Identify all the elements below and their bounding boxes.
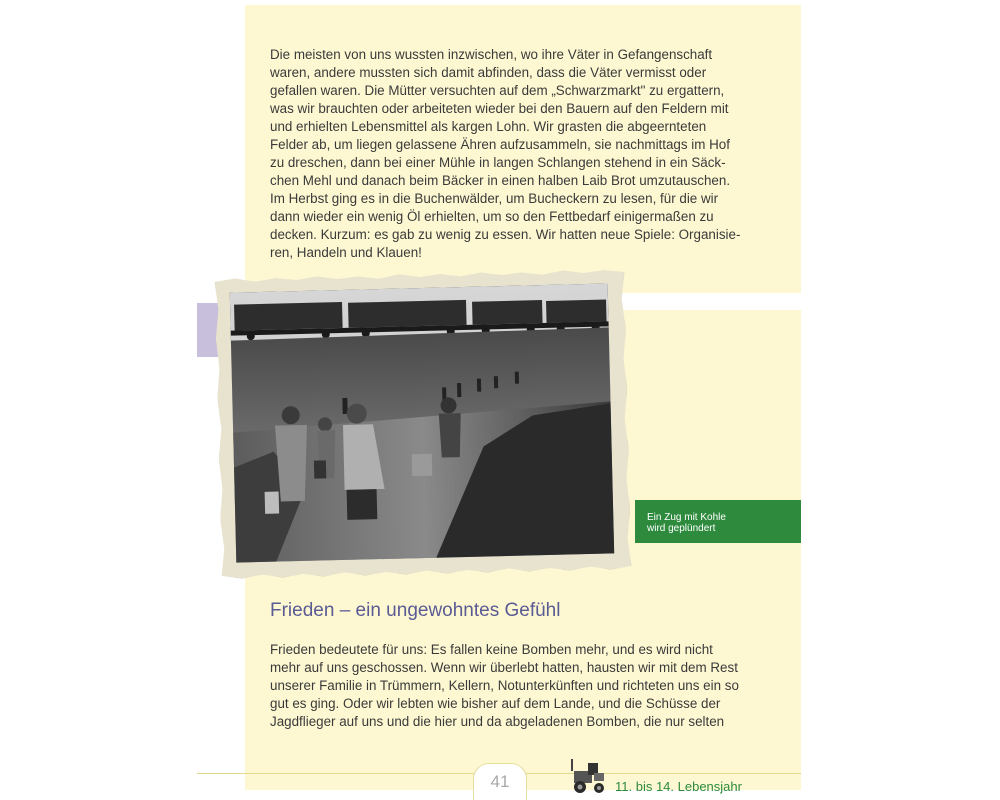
intro-paragraph bbox=[270, 46, 760, 262]
photo-frame bbox=[214, 269, 631, 579]
caption-line: wird geplündert bbox=[647, 523, 716, 534]
text-line: mehr auf uns geschossen. Wenn wir überlebt hatten, hausten wir mit dem Rest bbox=[270, 660, 738, 675]
page-number: 41 bbox=[490, 772, 510, 791]
caption-line: Ein Zug mit Kohle bbox=[647, 512, 726, 523]
train-photo bbox=[230, 283, 614, 562]
page-number-tab bbox=[473, 763, 527, 800]
text-line: chen Mehl und danach beim Bäcker in einen halben Laib Brot umzutauschen. bbox=[270, 173, 731, 188]
tractor-icon bbox=[568, 757, 608, 795]
section-heading: Frieden – ein ungewohntes Gefühl bbox=[270, 600, 561, 621]
text-line: unserer Familie in Trümmern, Kellern, Notunterkünften und richteten uns ein so bbox=[270, 678, 739, 693]
text-line: decken. Kurzum: es gab zu wenig zu essen. Wir hatten neue Spiele: Organisie- bbox=[270, 227, 741, 242]
caption-text bbox=[647, 512, 726, 534]
text-line: Frieden bedeutete für uns: Es fallen keine Bomben mehr, und es wird nicht bbox=[270, 642, 713, 657]
text-line: ren, Handeln und Klauen! bbox=[270, 245, 422, 260]
peace-paragraph bbox=[270, 641, 760, 731]
text-line: Im Herbst ging es in die Buchenwälder, um Bucheckern zu lesen, für die wir bbox=[270, 191, 719, 206]
text-line: zu dreschen, dann bei einer Mühle in langen Schlangen stehend in ein Säck- bbox=[270, 155, 726, 170]
chapter-label: 11. bis 14. Lebensjahr bbox=[615, 779, 742, 794]
text-line: Jagdflieger auf uns und die hier und da abgeladenen Bomben, die nur selten bbox=[270, 714, 725, 729]
text-line: gefallen waren. Die Mütter versuchten auf dem „Schwarzmarkt" zu ergattern, bbox=[270, 83, 725, 98]
text-line: Felder ab, um liegen gelassene Ähren aufzusammeln, sie nachmittags im Hof bbox=[270, 137, 730, 152]
text-line: gut es ging. Oder wir lebten wie bisher auf dem Lande, und die Schüsse der bbox=[270, 696, 721, 711]
text-line: was wir brauchten oder arbeiteten wieder bei den Bauern auf den Feldern mit bbox=[270, 101, 729, 116]
text-line: dann wieder ein wenig Öl erhielten, um so den Fettbedarf einigermaßen zu bbox=[270, 209, 714, 224]
text-line: waren, andere mussten sich damit abfinden, dass die Väter vermisst oder bbox=[270, 65, 707, 80]
photo-caption bbox=[635, 500, 801, 543]
text-line: Die meisten von uns wussten inzwischen, wo ihre Väter in Gefangenschaft bbox=[270, 47, 713, 62]
text-line: und erhielten Lebensmittel als kargen Lohn. Wir grasten die abgeernteten bbox=[270, 119, 707, 134]
